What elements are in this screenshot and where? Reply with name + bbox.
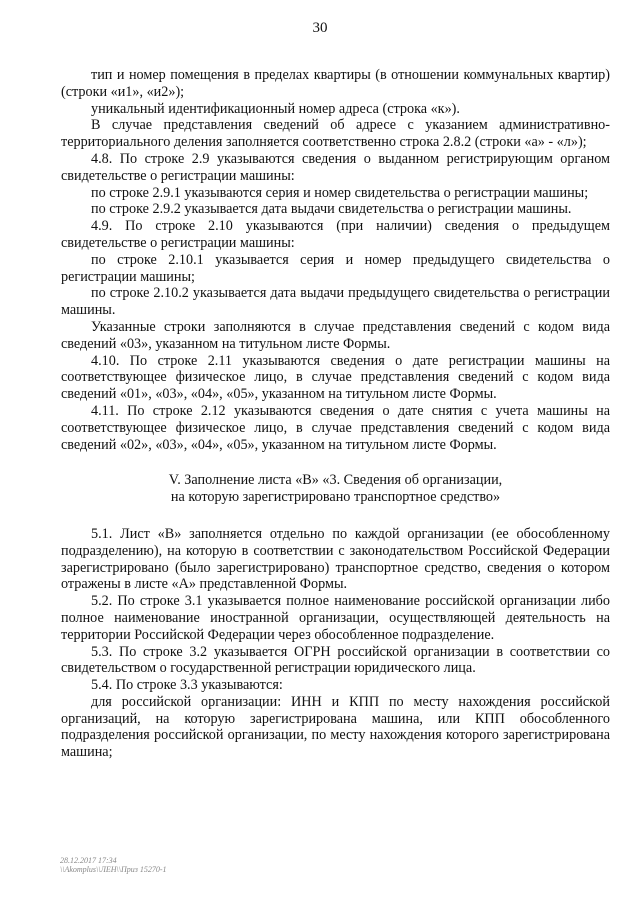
print-stamp-path: \\Akomplus\\ЛЕН\\Приз 15270-1 xyxy=(60,865,167,874)
paragraph: по строке 2.10.2 указывается дата выдачи предыдущего свидетельства о регистрации машины. xyxy=(61,285,610,319)
paragraph: 4.11. По строке 2.12 указываются сведения о дате снятия с учета машины на соответствующее физическое лицо, в случае представления сведений с кодом вида сведений «02», «03», «04», «05», указанном на титульном листе Формы. xyxy=(61,402,610,453)
section-heading-line2: на которую зарегистрировано транспортное средство» xyxy=(170,489,501,506)
paragraph: 4.9. По строке 2.10 указываются (при наличии) сведения о предыдущем свидетельстве о регистрации машины: xyxy=(61,218,610,251)
paragraph: тип и номер помещения в пределах квартиры (в отношении коммунальных квартир) (строки «и1», «и2»); xyxy=(61,67,610,100)
document-body xyxy=(61,67,610,761)
paragraph: 4.8. По строке 2.9 указываются сведения о выданном регистрирующим органом свидетельстве о регистрации машины: xyxy=(61,150,610,184)
paragraph: для российской организации: ИНН и КПП по месту нахождения российской организаций, на которую зарегистрирована машина, или КПП обособленного подразделения российской организации, по месту нахождения которого зарегистрирована машина; xyxy=(61,693,610,761)
paragraph: В случае представления сведений об адресе с указанием административно-территориального деления заполняется соответственно строка 2.8.2 (строки «а» - «л»); xyxy=(61,117,610,151)
paragraph: 5.1. Лист «В» заполняется отдельно по каждой организации (ее обособленному подразделению), на которую в соответствии с законодательством Российской Федерации зарегистрировано (было зарегистрировано) транспортное средство, сведения о котором отражены в листе «А» представленной Формы. xyxy=(61,525,610,593)
paragraph: по строке 2.10.1 указывается серия и номер предыдущего свидетельства о регистрации машины; xyxy=(61,251,610,285)
print-stamp xyxy=(60,856,167,874)
paragraph: 5.2. По строке 3.1 указывается полное наименование российской организации либо полное наименование иностранной организации, осуществляющей деятельность на территории Российской Федерации через обособленное подразделение. xyxy=(61,593,610,643)
paragraph: 5.4. По строке 3.3 указываются: xyxy=(91,677,283,694)
paragraph: уникальный идентификационный номер адреса (строка «к»). xyxy=(91,100,460,117)
page-number: 30 xyxy=(312,20,328,36)
print-stamp-date: 28.12.2017 17:34 xyxy=(60,856,117,865)
paragraph: 4.10. По строке 2.11 указываются сведения о дате регистрации машины на соответствующее физическое лицо, в случае представления сведений с кодом вида сведений «01», «03», «04», «05», указанном на титульном листе Формы. xyxy=(61,352,610,403)
paragraph: по строке 2.9.1 указываются серия и номер свидетельства о регистрации машины; xyxy=(91,184,589,201)
section-heading-line1: V. Заполнение листа «В» «3. Сведения об организации, xyxy=(168,472,503,489)
paragraph: по строке 2.9.2 указывается дата выдачи свидетельства о регистрации машины. xyxy=(91,201,572,218)
paragraph: 5.3. По строке 3.2 указывается ОГРН российской организации в соответствии со свидетельством о государственной регистрации юридического лица. xyxy=(61,643,610,677)
paragraph: Указанные строки заполняются в случае представления сведений с кодом вида сведений «03», указанном на титульном листе Формы. xyxy=(61,318,610,352)
section-heading xyxy=(61,472,610,506)
